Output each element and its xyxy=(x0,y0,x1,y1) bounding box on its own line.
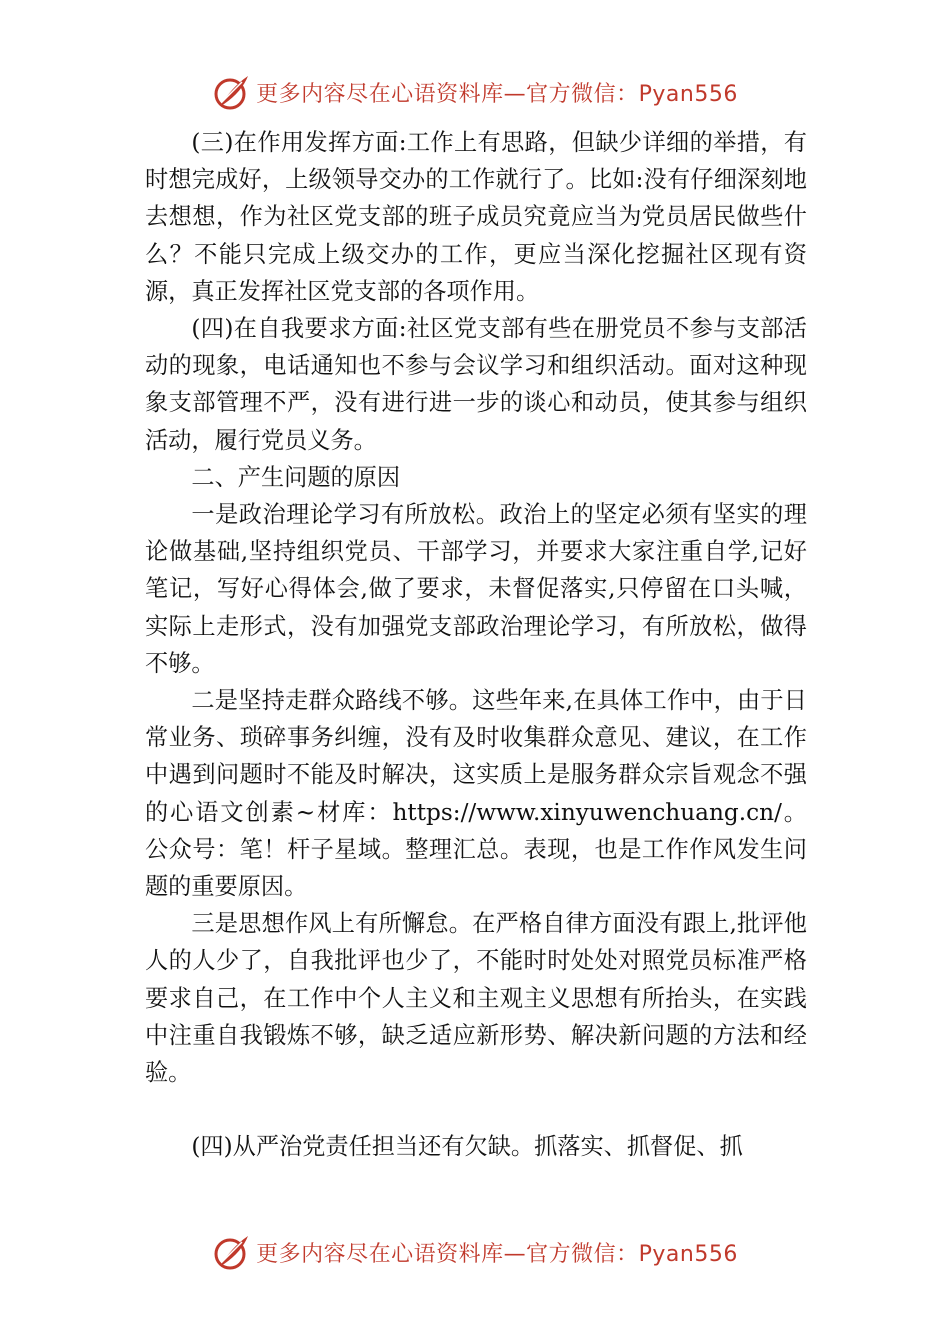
banner-text: 更多内容尽在心语资料库—官方微信：Pyan556 xyxy=(256,1241,738,1267)
banner-text: 更多内容尽在心语资料库—官方微信：Pyan556 xyxy=(256,81,738,107)
section-heading-causes: 二、产生问题的原因 xyxy=(191,463,401,491)
footer-banner xyxy=(0,1228,950,1276)
quill-logo-icon xyxy=(212,1232,252,1272)
header-banner xyxy=(0,68,950,116)
paragraph-cause-3: 三是思想作风上有所懈怠。在严格自律方面没有跟上,批评他人的人少了，自我批评也少了，不能时时处处对照党员标准严格要求自己，在工作中个人主义和主观主义思想有所抬头，在实践中注重自我锻炼不够，缺乏适应新形势、解决新问题的方法和经验。 xyxy=(145,910,807,1087)
quill-logo-icon xyxy=(212,72,252,112)
paragraph-cause-1: 一是政治理论学习有所放松。政治上的坚定必须有坚实的理论做基础,坚持组织党员、干部学习，并要求大家注重自学,记好笔记，写好心得体会,做了要求，未督促落实,只停留在口头喊，实际上走形式，没有加强党支部政治理论学习，有所放松，做得不够。 xyxy=(145,501,807,677)
paragraph-self-requirement: (四)在自我要求方面:社区党支部有些在册党员不参与支部活动的现象，电话通知也不参与会议学习和组织活动。面对这种现象支部管理不严，没有进行进一步的谈心和动员，使其参与组织活动，履行党员义务。 xyxy=(145,315,807,454)
paragraph-cause-2: 二是坚持走群众路线不够。这些年来,在具体工作中，由于日常业务、琐碎事务纠缠，没有及时收集群众意见、建议，在工作中遇到问题时不能及时解决，这实质上是服务群众宗旨观念不强的心语文创素~材库：https://www.xinyuwenchuang.cn/。公众号：笔！杆子星域。整理汇总。表现，也是工作作风发生问题的重要原因。 xyxy=(145,687,807,901)
paragraph-role-function: (三)在作用发挥方面:工作上有思路，但缺少详细的举措，有时想完成好，上级领导交办的工作就行了。比如:没有仔细深刻地去想想，作为社区党支部的班子成员究竟应当为党员居民做些什么？不能只完成上级交办的工作，更应当深化挖掘社区现有资源，真正发挥社区党支部的各项作用。 xyxy=(145,129,807,305)
document-body xyxy=(145,124,807,1165)
paragraph-cause-4: (四)从严治党责任担当还有欠缺。抓落实、抓督促、抓 xyxy=(191,1133,743,1161)
